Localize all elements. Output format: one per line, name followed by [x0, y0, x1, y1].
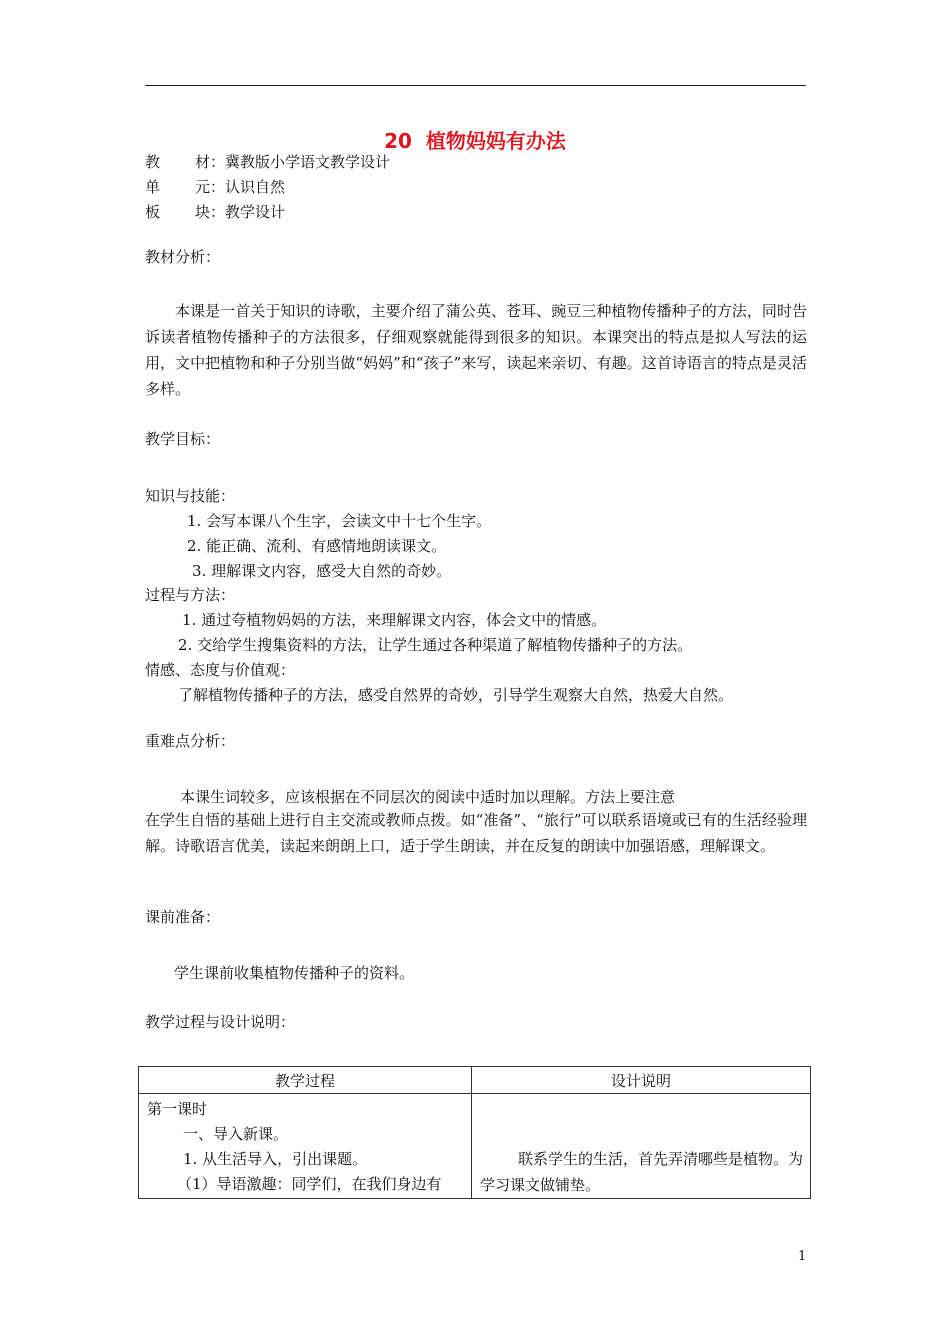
prep-body: 学生课前收集植物传播种子的资料。	[174, 964, 415, 982]
knowledge-item: 1. 会写本课八个生字，会读文中十七个生字。	[187, 512, 492, 530]
process-item: 2. 交给学生搜集资料的方法，让学生通过各种渠道了解植物传播种子的方法。	[178, 636, 693, 654]
meta-value: 认识自然	[225, 178, 286, 196]
meta-row-material: 教 材：冀教版小学语文教学设计	[145, 153, 391, 171]
process-line: 一、导入新课。	[183, 1125, 289, 1143]
table-row	[139, 1094, 811, 1199]
knowledge-item: 3. 理解课文内容，感受大自然的奇妙。	[192, 562, 452, 580]
process-line: 1. 从生活导入，引出课题。	[183, 1150, 368, 1168]
difficulty-body: 在学生自悟的基础上进行自主交流或教师点拨。如“准备”、“旅行”可以联系语境或已有的生活经验理解。诗歌语言优美，读起来朗朗上口，适于学生朗读，并在反复的朗读中加强语感，理解课文。	[145, 811, 807, 855]
difficulty-heading: 重难点分析：	[145, 732, 236, 750]
table-cell-notes: 联系学生的生活，首先弄清哪些是植物。为学习课文做铺垫。	[472, 1094, 811, 1199]
table-cell-process	[139, 1094, 472, 1199]
difficulty-line1: 本课生词较多，应该根据在不同层次的阅读中适时加以理解。方法上要注意	[180, 788, 676, 806]
goals-heading: 教学目标：	[145, 430, 221, 448]
process-section-heading: 教学过程与设计说明：	[145, 1013, 296, 1031]
analysis-heading: 教材分析：	[145, 248, 221, 266]
emotion-heading: 情感、态度与价值观：	[145, 661, 296, 679]
meta-value: 冀教版小学语文教学设计	[225, 153, 391, 171]
meta-value: 教学设计	[225, 203, 286, 221]
analysis-body: 本课是一首关于知识的诗歌，主要介绍了蒲公英、苍耳、豌豆三种植物传播种子的方法，同时告诉读者植物传播种子的方法很多，仔细观察就能得到很多的知识。本课突出的特点是拟人写法的运用，文中把植物和种子分别当做“妈妈”和“孩子”来写，读起来亲切、有趣。这首诗语言的特点是灵活多样。	[145, 302, 807, 398]
process-line: （1）导语激趣：同学们，在我们身边有	[177, 1175, 442, 1193]
process-item: 1. 通过夸植物妈妈的方法，来理解课文内容，体会文中的情感。	[182, 611, 607, 629]
meta-row-section: 板 块：教学设计	[145, 203, 286, 221]
knowledge-heading: 知识与技能：	[145, 487, 236, 505]
page-title	[0, 125, 950, 154]
lesson-number: 20	[384, 129, 412, 153]
prep-heading: 课前准备：	[145, 908, 221, 926]
emotion-body: 了解植物传播种子的方法，感受自然界的奇妙，引导学生观察大自然，热爱大自然。	[178, 686, 734, 704]
header-rule	[145, 85, 806, 86]
knowledge-item: 2. 能正确、流利、有感情地朗读课文。	[187, 537, 447, 555]
process-heading: 过程与方法：	[145, 586, 236, 604]
process-line: 第一课时	[147, 1100, 208, 1118]
table-header-row	[139, 1067, 811, 1094]
teaching-process-table	[138, 1066, 811, 1199]
table-header-process: 教学过程	[139, 1067, 472, 1094]
table-header-notes: 设计说明	[472, 1067, 811, 1094]
lesson-title: 植物妈妈有办法	[425, 129, 566, 153]
meta-row-unit: 单 元：认识自然	[145, 178, 286, 196]
page-number: 1	[798, 1249, 807, 1264]
